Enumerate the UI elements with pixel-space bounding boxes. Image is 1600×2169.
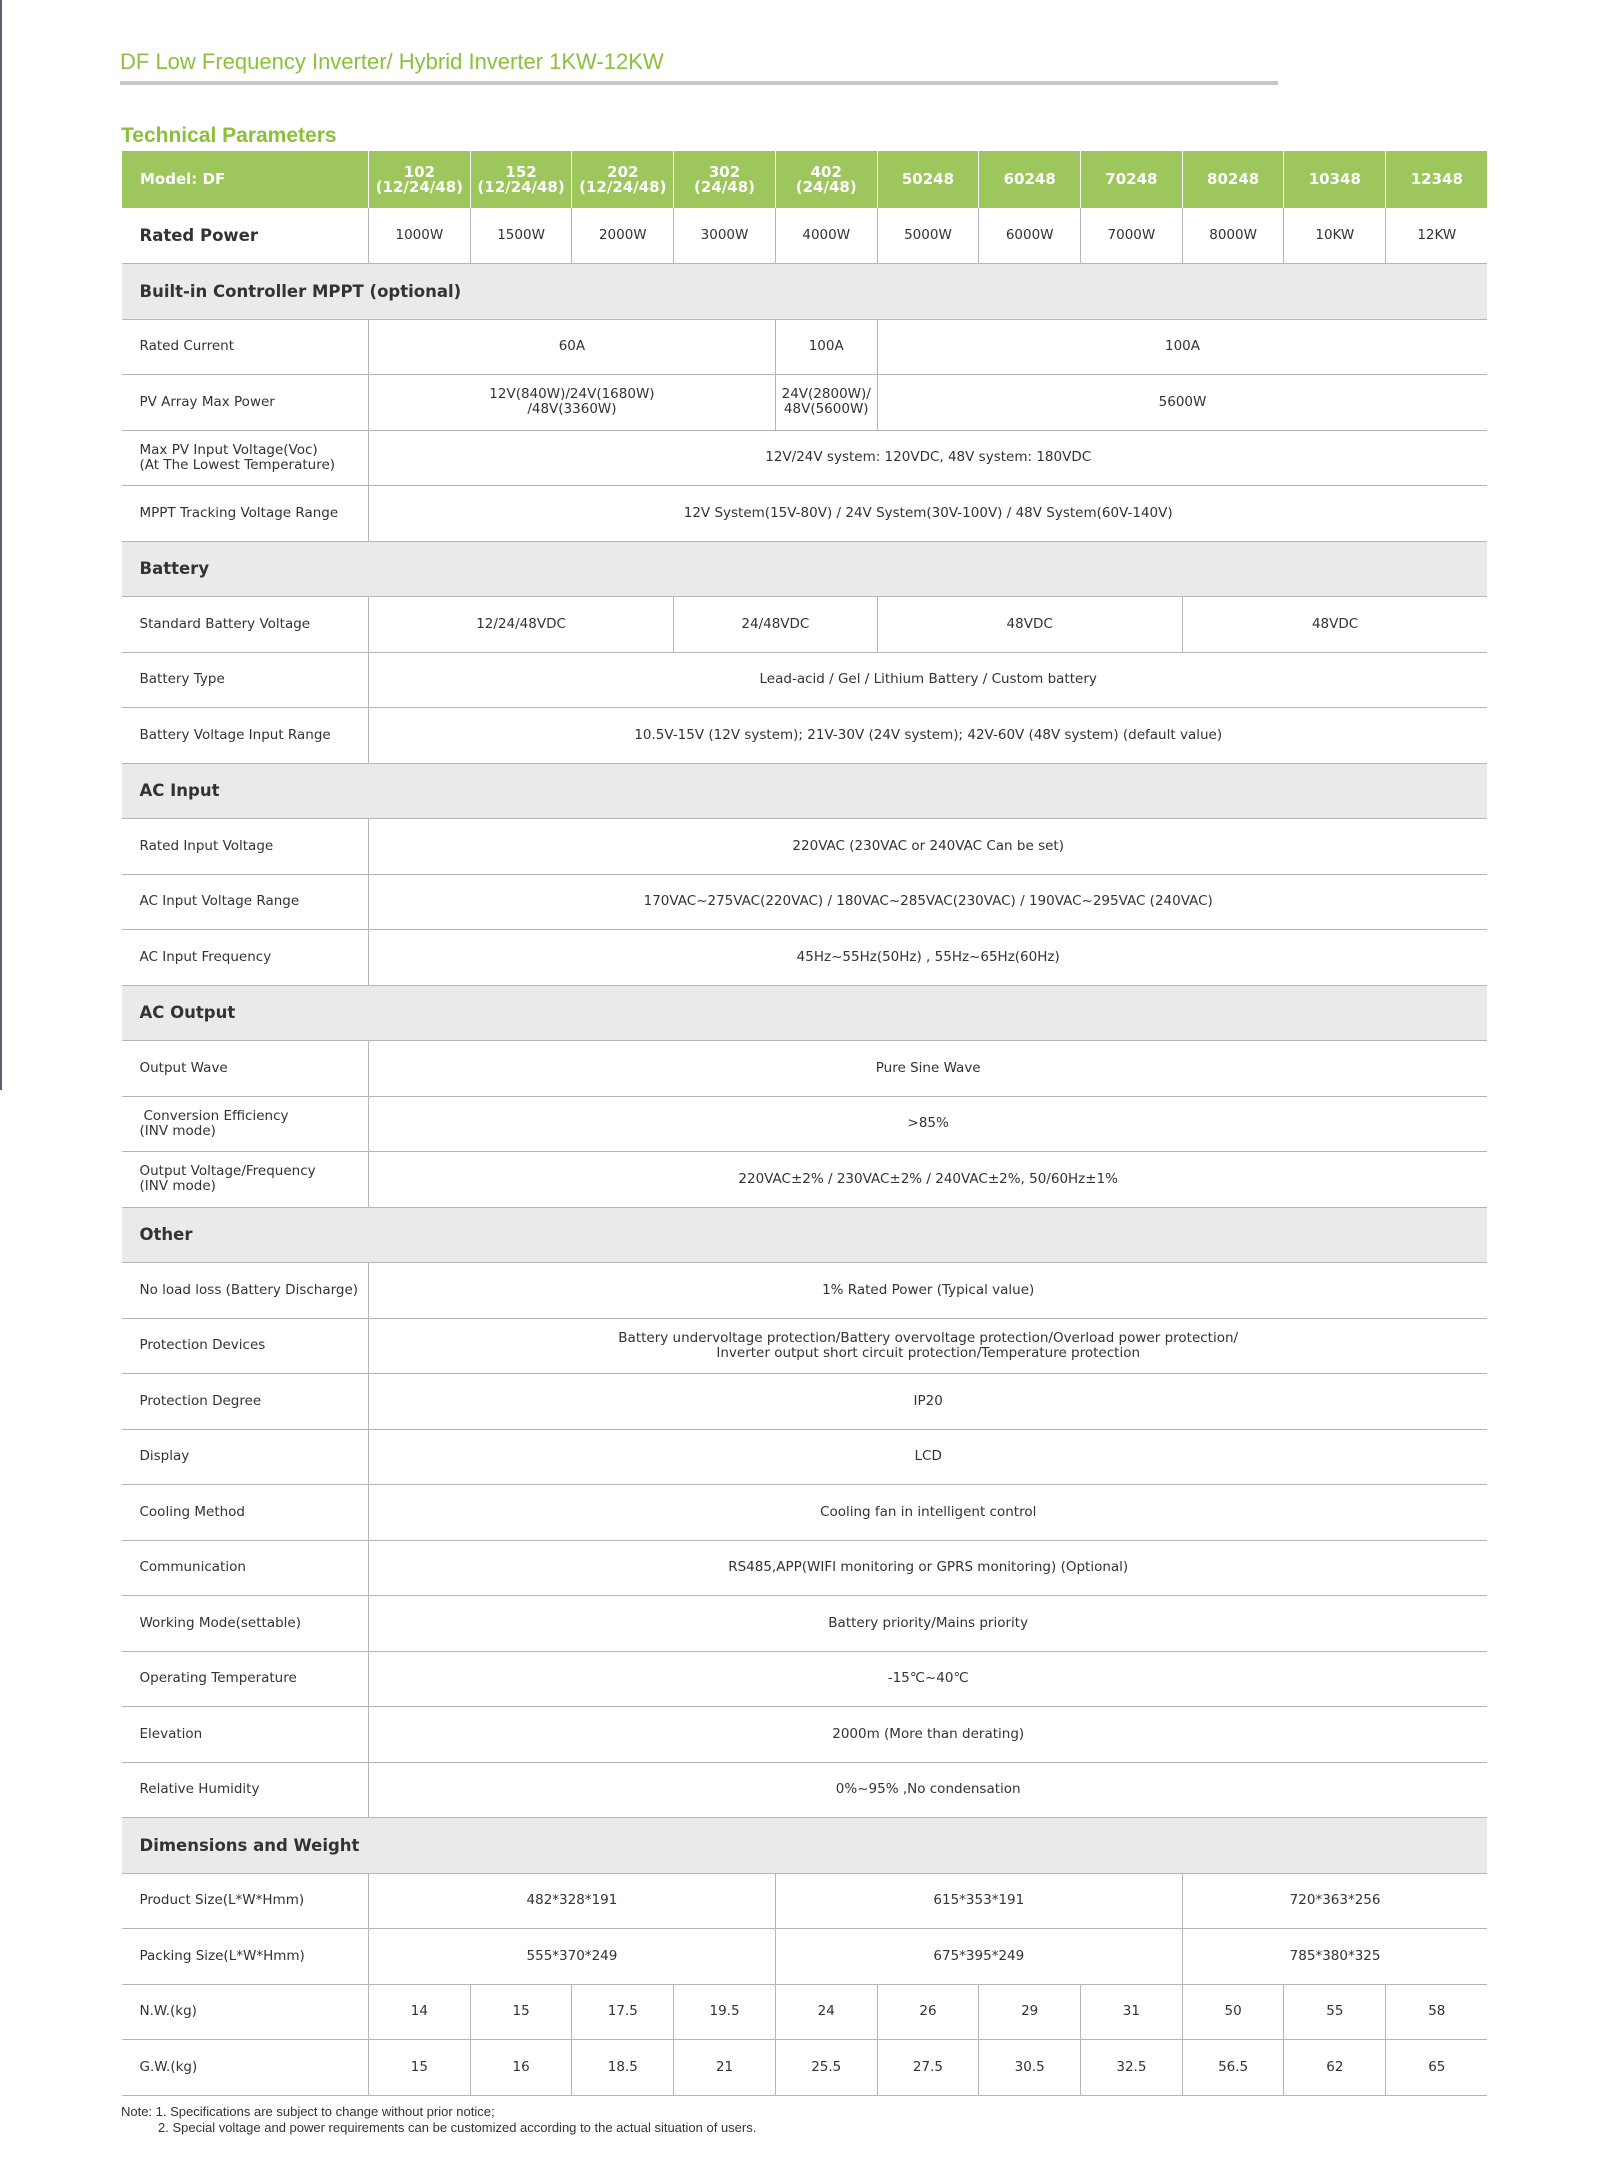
cell: 24/48VDC [674, 597, 877, 653]
cell: 24 [775, 1984, 877, 2040]
cell: 50 [1182, 1984, 1284, 2040]
cell: 3000W [674, 208, 776, 264]
cell: 48VDC [877, 597, 1182, 653]
cell: 482*328*191 [369, 1873, 776, 1929]
cell: LCD [369, 1429, 1488, 1485]
title-divider [120, 81, 1278, 85]
table-row [122, 652, 1488, 708]
row-label: Rated Power [122, 208, 369, 264]
row-label: Display [122, 1429, 369, 1485]
row-label: Conversion Efficiency (INV mode) [122, 1096, 369, 1152]
cell: 1500W [470, 208, 572, 264]
row-label: PV Array Max Power [122, 375, 369, 431]
cell: 6000W [979, 208, 1081, 264]
cell: 2000m (More than derating) [369, 1707, 1488, 1763]
table-row [122, 1041, 1488, 1097]
cell: 27.5 [877, 2040, 979, 2096]
row-label: Relative Humidity [122, 1762, 369, 1818]
section-header: Battery [122, 541, 1488, 597]
cell: 48VDC [1182, 597, 1487, 653]
cell: 17.5 [572, 1984, 674, 2040]
cell: 56.5 [1182, 2040, 1284, 2096]
cell: Cooling fan in intelligent control [369, 1485, 1488, 1541]
cell: 720*363*256 [1182, 1873, 1487, 1929]
model-header: 60248 [979, 151, 1081, 208]
footnote [121, 2104, 756, 2136]
page-edge-bar [0, 0, 2, 1090]
cell: 14 [369, 1984, 471, 2040]
cell: 10.5V-15V (12V system); 21V-30V (24V system); 42V-60V (48V system) (default value) [369, 708, 1488, 764]
row-label: Protection Degree [122, 1374, 369, 1430]
table-row [122, 1540, 1488, 1596]
table-row [122, 1318, 1488, 1374]
document-title: DF Low Frequency Inverter/ Hybrid Inverter 1KW-12KW [120, 49, 664, 74]
table-row [122, 597, 1488, 653]
cell: 785*380*325 [1182, 1929, 1487, 1985]
cell: 7000W [1081, 208, 1183, 264]
row-label: Max PV Input Voltage(Voc) (At The Lowest Temperature) [122, 430, 369, 486]
cell: 65 [1386, 2040, 1488, 2096]
table-row [122, 319, 1488, 375]
cell: 12V(840W)/24V(1680W) /48V(3360W) [369, 375, 776, 431]
row-label: Elevation [122, 1707, 369, 1763]
cell: 31 [1081, 1984, 1183, 2040]
footnote-line: Note: 1. Specifications are subject to change without prior notice; [121, 2104, 495, 2119]
cell: 26 [877, 1984, 979, 2040]
spec-table [121, 151, 1487, 2096]
cell: >85% [369, 1096, 1488, 1152]
table-row [122, 1096, 1488, 1152]
cell: 2000W [572, 208, 674, 264]
row-label: N.W.(kg) [122, 1984, 369, 2040]
table-row [122, 1152, 1488, 1208]
cell: 62 [1284, 2040, 1386, 2096]
row-label: AC Input Voltage Range [122, 874, 369, 930]
model-header: 102 (12/24/48) [369, 151, 471, 208]
cell: Battery undervoltage protection/Battery overvoltage protection/Overload power protection/ Inverter output short circuit protection/Temperature protection [369, 1318, 1488, 1374]
cell: 10KW [1284, 208, 1386, 264]
section-header: Other [122, 1207, 1488, 1263]
section-header: AC Output [122, 985, 1488, 1041]
cell: 5000W [877, 208, 979, 264]
cell: 100A [775, 319, 877, 375]
row-label: MPPT Tracking Voltage Range [122, 486, 369, 542]
row-label: Rated Current [122, 319, 369, 375]
table-row [122, 1651, 1488, 1707]
row-label: Battery Voltage Input Range [122, 708, 369, 764]
cell: 100A [877, 319, 1487, 375]
table-row [122, 375, 1488, 431]
footnote-line: 2. Special voltage and power requirements can be customized according to the actual situation of users. [158, 2120, 757, 2135]
section-header: AC Input [122, 763, 1488, 819]
cell: 555*370*249 [369, 1929, 776, 1985]
row-label: Battery Type [122, 652, 369, 708]
table-row [122, 1929, 1488, 1985]
model-header: 202 (12/24/48) [572, 151, 674, 208]
table-row [122, 430, 1488, 486]
cell: Lead-acid / Gel / Lithium Battery / Custom battery [369, 652, 1488, 708]
row-label: Communication [122, 1540, 369, 1596]
table-row [122, 1873, 1488, 1929]
cell: 45Hz~55Hz(50Hz) , 55Hz~65Hz(60Hz) [369, 930, 1488, 986]
cell: 55 [1284, 1984, 1386, 2040]
model-header: 50248 [877, 151, 979, 208]
cell: 18.5 [572, 2040, 674, 2096]
table-row [122, 1707, 1488, 1763]
cell: 1% Rated Power (Typical value) [369, 1263, 1488, 1319]
cell: 15 [369, 2040, 471, 2096]
cell: 21 [674, 2040, 776, 2096]
row-label: AC Input Frequency [122, 930, 369, 986]
cell: 12V System(15V-80V) / 24V System(30V-100V) / 48V System(60V-140V) [369, 486, 1488, 542]
table-row [122, 874, 1488, 930]
cell: 29 [979, 1984, 1081, 2040]
row-label: Working Mode(settable) [122, 1596, 369, 1652]
row-label: Cooling Method [122, 1485, 369, 1541]
cell: 19.5 [674, 1984, 776, 2040]
cell: 60A [369, 319, 776, 375]
table-row [122, 208, 1488, 264]
cell: 220VAC±2% / 230VAC±2% / 240VAC±2%, 50/60Hz±1% [369, 1152, 1488, 1208]
table-row [122, 708, 1488, 764]
table-row [122, 1263, 1488, 1319]
model-header: 10348 [1284, 151, 1386, 208]
model-header: 402 (24/48) [775, 151, 877, 208]
table-row [122, 1429, 1488, 1485]
cell: 170VAC~275VAC(220VAC) / 180VAC~285VAC(230VAC) / 190VAC~295VAC (240VAC) [369, 874, 1488, 930]
cell: 12KW [1386, 208, 1488, 264]
row-label: Rated Input Voltage [122, 819, 369, 875]
cell: 12V/24V system: 120VDC, 48V system: 180VDC [369, 430, 1488, 486]
model-header: 12348 [1386, 151, 1488, 208]
table-row [122, 819, 1488, 875]
model-header: 302 (24/48) [674, 151, 776, 208]
row-label: No load loss (Battery Discharge) [122, 1263, 369, 1319]
cell: 24V(2800W)/ 48V(5600W) [775, 375, 877, 431]
cell: 16 [470, 2040, 572, 2096]
cell: 8000W [1182, 208, 1284, 264]
row-label: Packing Size(L*W*Hmm) [122, 1929, 369, 1985]
cell: Pure Sine Wave [369, 1041, 1488, 1097]
row-label: Operating Temperature [122, 1651, 369, 1707]
cell: 58 [1386, 1984, 1488, 2040]
section-header: Built-in Controller MPPT (optional) [122, 264, 1488, 320]
table-row [122, 486, 1488, 542]
table-row [122, 930, 1488, 986]
row-label: Product Size(L*W*Hmm) [122, 1873, 369, 1929]
cell: 675*395*249 [775, 1929, 1182, 1985]
cell: 1000W [369, 208, 471, 264]
cell: RS485,APP(WIFI monitoring or GPRS monitoring) (Optional) [369, 1540, 1488, 1596]
row-label: G.W.(kg) [122, 2040, 369, 2096]
cell: 12/24/48VDC [369, 597, 674, 653]
cell: 615*353*191 [775, 1873, 1182, 1929]
model-header: 152 (12/24/48) [470, 151, 572, 208]
cell: 220VAC (230VAC or 240VAC Can be set) [369, 819, 1488, 875]
model-header: 70248 [1081, 151, 1183, 208]
table-row [122, 1596, 1488, 1652]
table-row [122, 1485, 1488, 1541]
cell: 15 [470, 1984, 572, 2040]
section-header: Dimensions and Weight [122, 1818, 1488, 1874]
table-row [122, 2040, 1488, 2096]
table-row [122, 1762, 1488, 1818]
cell: 4000W [775, 208, 877, 264]
header-row [122, 151, 1488, 208]
cell: IP20 [369, 1374, 1488, 1430]
cell: -15℃~40℃ [369, 1651, 1488, 1707]
cell: Battery priority/Mains priority [369, 1596, 1488, 1652]
cell: 25.5 [775, 2040, 877, 2096]
cell: 5600W [877, 375, 1487, 431]
row-label: Standard Battery Voltage [122, 597, 369, 653]
cell: 30.5 [979, 2040, 1081, 2096]
row-label: Output Wave [122, 1041, 369, 1097]
cell: 32.5 [1081, 2040, 1183, 2096]
model-header: 80248 [1182, 151, 1284, 208]
table-row [122, 1374, 1488, 1430]
row-label: Protection Devices [122, 1318, 369, 1374]
model-label: Model: DF [122, 151, 369, 208]
row-label: Output Voltage/Frequency (INV mode) [122, 1152, 369, 1208]
cell: 0%~95% ,No condensation [369, 1762, 1488, 1818]
table-row [122, 1984, 1488, 2040]
section-title: Technical Parameters [121, 124, 337, 147]
